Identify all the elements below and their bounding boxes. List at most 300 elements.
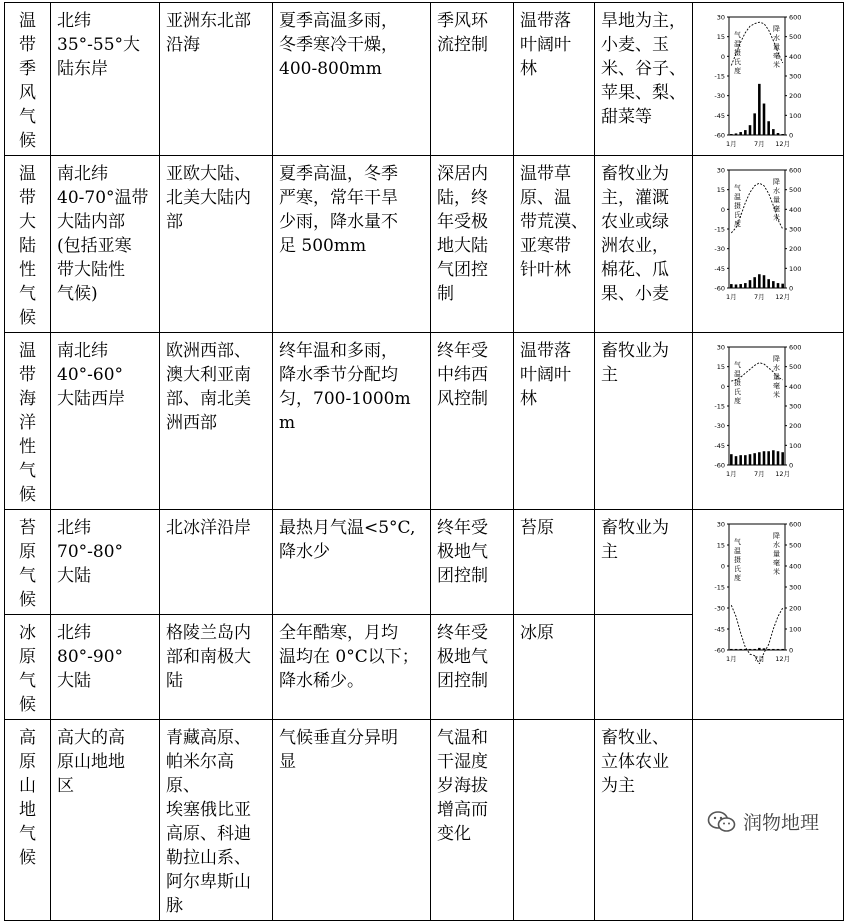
right-axis-label: 水 bbox=[773, 364, 780, 372]
precip-bar bbox=[730, 284, 733, 288]
precip-bar bbox=[763, 451, 766, 465]
distribution-cell bbox=[51, 615, 160, 720]
region-cell bbox=[160, 615, 273, 720]
right-tick-label: 100 bbox=[789, 264, 802, 273]
features-cell bbox=[273, 615, 431, 720]
vegetation-cell bbox=[514, 156, 595, 333]
cell-line: 团控制 bbox=[437, 566, 488, 586]
precip-bar bbox=[753, 453, 756, 465]
cell-line: 严寒，常年干旱 bbox=[279, 188, 398, 208]
cell-line: 冰原 bbox=[520, 623, 554, 643]
features-cell bbox=[273, 3, 431, 156]
x-tick-label: 7月 bbox=[754, 655, 765, 663]
name-char: 候 bbox=[19, 485, 36, 505]
cause-cell bbox=[431, 3, 514, 156]
right-tick-label: 200 bbox=[789, 92, 802, 101]
right-tick-label: 500 bbox=[789, 186, 802, 195]
right-axis-label: 毫 bbox=[773, 52, 780, 60]
cell-line: 足 500mm bbox=[279, 236, 367, 256]
watermark bbox=[707, 808, 819, 835]
left-tick-label: 30 bbox=[716, 520, 725, 529]
cell-line: 终年受 bbox=[437, 341, 488, 361]
left-axis-label: 温 bbox=[734, 193, 741, 201]
precip-bar bbox=[735, 649, 738, 650]
climate-name bbox=[5, 615, 51, 720]
name-char: 原 bbox=[19, 647, 36, 667]
cause-cell bbox=[431, 156, 514, 333]
name-char: 地 bbox=[19, 800, 36, 820]
region-cell bbox=[160, 510, 273, 615]
precip-bar bbox=[730, 649, 733, 650]
precip-bar bbox=[749, 125, 752, 135]
precip-bar bbox=[777, 649, 780, 650]
cell-line: 亚寒带 bbox=[520, 236, 571, 256]
precip-bar bbox=[772, 649, 775, 650]
cell-line: 苹果、梨、 bbox=[601, 83, 686, 103]
table-row bbox=[5, 333, 844, 510]
left-tick-label: -60 bbox=[714, 131, 725, 140]
cell-line: 年受极 bbox=[437, 212, 488, 232]
cell-line: 原、温 bbox=[520, 188, 571, 208]
cell-line: 格陵兰岛内 bbox=[166, 623, 251, 643]
right-tick-label: 600 bbox=[789, 166, 802, 175]
cell-line: 部、南北美 bbox=[166, 389, 251, 409]
right-tick-label: 600 bbox=[789, 343, 802, 352]
x-tick-label: 7月 bbox=[754, 140, 765, 148]
right-axis-label: 毫 bbox=[773, 382, 780, 390]
precip-bar bbox=[767, 649, 770, 650]
precip-bar bbox=[777, 451, 780, 465]
name-char: 风 bbox=[19, 83, 36, 103]
cell-line: 带大陆性 bbox=[57, 260, 125, 280]
left-axis-label: 气 bbox=[734, 184, 741, 192]
cell-line: 大陆西岸 bbox=[57, 389, 125, 409]
cell-line: 小麦、玉 bbox=[601, 35, 669, 55]
climate-name bbox=[5, 720, 51, 921]
climate-chart bbox=[699, 9, 811, 149]
precip-bar bbox=[781, 649, 784, 650]
cell-line: 温带草 bbox=[520, 164, 571, 184]
left-tick-label: -15 bbox=[714, 402, 725, 411]
cell-line: 40°-60° bbox=[57, 365, 124, 385]
cell-line: 北纬 bbox=[57, 623, 91, 643]
precip-bar bbox=[767, 121, 770, 135]
features-cell bbox=[273, 156, 431, 333]
region-cell bbox=[160, 3, 273, 156]
left-axis-label: 氏 bbox=[734, 58, 741, 66]
cell-line: 终年受 bbox=[437, 518, 488, 538]
left-axis-label: 气 bbox=[734, 538, 741, 546]
right-axis-label: 量 bbox=[773, 373, 780, 381]
precip-bar bbox=[781, 134, 784, 135]
agriculture-cell bbox=[595, 510, 693, 615]
cell-line: 400-800mm bbox=[279, 59, 382, 79]
table-row bbox=[5, 3, 844, 156]
vegetation-cell bbox=[514, 3, 595, 156]
cell-line: 南北纬 bbox=[57, 341, 108, 361]
right-axis-label: 水 bbox=[773, 187, 780, 195]
name-char: 候 bbox=[19, 695, 36, 715]
climate-name bbox=[5, 510, 51, 615]
right-tick-label: 300 bbox=[789, 583, 802, 592]
right-tick-label: 300 bbox=[789, 225, 802, 234]
cell-line: 欧洲西部、 bbox=[166, 341, 251, 361]
cell-line: 降水少 bbox=[279, 542, 330, 562]
precip-bar bbox=[777, 133, 780, 135]
vegetation-cell bbox=[514, 510, 595, 615]
cell-line: 果、小麦 bbox=[601, 284, 669, 304]
name-char: 气 bbox=[19, 284, 36, 304]
name-char: 候 bbox=[19, 131, 36, 151]
cell-line: 极地气 bbox=[437, 647, 488, 667]
right-tick-label: 0 bbox=[789, 284, 794, 293]
left-tick-label: -45 bbox=[714, 625, 725, 634]
cell-line: 叶阔叶 bbox=[520, 365, 571, 385]
cell-line: 制 bbox=[437, 284, 454, 304]
cell-line: 团控制 bbox=[437, 671, 488, 691]
left-tick-label: 15 bbox=[716, 186, 725, 195]
cell-line: 风控制 bbox=[437, 389, 488, 409]
right-tick-label: 0 bbox=[789, 131, 794, 140]
name-char: 原 bbox=[19, 752, 36, 772]
watermark-text: 润物地理 bbox=[743, 812, 820, 834]
vegetation-cell bbox=[514, 615, 595, 720]
left-tick-label: -60 bbox=[714, 646, 725, 655]
right-axis-label: 米 bbox=[773, 61, 780, 69]
cell-line: 帕米尔高原、 bbox=[166, 752, 234, 796]
right-axis-label: 量 bbox=[773, 550, 780, 558]
precip-bar bbox=[781, 452, 784, 465]
cell-line: 岁海拔 bbox=[437, 776, 488, 796]
cell-line: 带荒漠、 bbox=[520, 212, 588, 232]
right-axis-label: 毫 bbox=[773, 205, 780, 213]
name-char: 季 bbox=[19, 59, 36, 79]
cell-line: 原山地地 bbox=[57, 752, 125, 772]
name-char: 海 bbox=[19, 389, 36, 409]
cell-line: 埃塞俄比亚 bbox=[166, 800, 251, 820]
cell-line: 沿海 bbox=[166, 35, 200, 55]
name-char: 洋 bbox=[19, 413, 36, 433]
cell-line: 变化 bbox=[437, 824, 471, 844]
left-tick-label: -45 bbox=[714, 264, 725, 273]
cell-line: 大陆 bbox=[57, 566, 91, 586]
right-tick-label: 0 bbox=[789, 461, 794, 470]
cell-line: 林 bbox=[520, 59, 537, 79]
precip-bar bbox=[739, 455, 742, 465]
x-tick-label: 12月 bbox=[775, 140, 791, 148]
left-axis-label: 气 bbox=[734, 31, 741, 39]
left-tick-label: -45 bbox=[714, 111, 725, 120]
name-char: 候 bbox=[19, 308, 36, 328]
cell-line: 区 bbox=[57, 776, 74, 796]
right-axis-label: 毫 bbox=[773, 559, 780, 567]
x-tick-label: 12月 bbox=[775, 655, 791, 663]
left-axis-label: 氏 bbox=[734, 211, 741, 219]
left-tick-label: -60 bbox=[714, 461, 725, 470]
right-tick-label: 100 bbox=[789, 111, 802, 120]
precip-bar bbox=[735, 133, 738, 135]
climate-table bbox=[4, 2, 844, 921]
climate-chart bbox=[699, 516, 811, 664]
precip-bar bbox=[753, 113, 756, 135]
cell-line: 温带落 bbox=[520, 341, 571, 361]
cell-line: 高大的高 bbox=[57, 728, 125, 748]
cell-line: 匀，700-1000mm bbox=[279, 389, 411, 433]
left-tick-label: -30 bbox=[714, 92, 725, 101]
cell-line: 针叶林 bbox=[520, 260, 571, 280]
left-tick-label: 30 bbox=[716, 13, 725, 22]
precip-bar bbox=[749, 280, 752, 288]
name-char: 温 bbox=[19, 11, 36, 31]
left-tick-label: 30 bbox=[716, 166, 725, 175]
cell-line: 部 bbox=[166, 212, 183, 232]
cell-line: 畜牧业为 bbox=[601, 164, 669, 184]
x-tick-label: 12月 bbox=[775, 470, 791, 478]
region-cell bbox=[160, 156, 273, 333]
right-tick-label: 200 bbox=[789, 245, 802, 254]
precip-bar bbox=[730, 454, 733, 465]
precip-bar bbox=[758, 452, 761, 465]
right-tick-label: 300 bbox=[789, 402, 802, 411]
region-cell bbox=[160, 333, 273, 510]
name-char: 性 bbox=[19, 437, 36, 457]
distribution-cell bbox=[51, 510, 160, 615]
precip-bar bbox=[767, 279, 770, 288]
right-tick-label: 500 bbox=[789, 33, 802, 42]
vegetation-cell bbox=[514, 720, 595, 921]
left-axis-label: 度 bbox=[734, 220, 741, 228]
agriculture-cell bbox=[595, 720, 693, 921]
right-axis-label: 降 bbox=[773, 25, 780, 33]
cell-line: 全年酷寒，月均 bbox=[279, 623, 398, 643]
left-axis-label: 氏 bbox=[734, 388, 741, 396]
cell-line: 陆 bbox=[166, 671, 183, 691]
distribution-cell bbox=[51, 720, 160, 921]
precip-bar bbox=[753, 649, 756, 650]
cell-line: 增高而 bbox=[437, 800, 488, 820]
precip-bar bbox=[772, 450, 775, 465]
cell-line: 北纬 bbox=[57, 11, 91, 31]
cell-line: 南北纬 bbox=[57, 164, 108, 184]
cell-line: 陆东岸 bbox=[57, 59, 108, 79]
left-tick-label: -60 bbox=[714, 284, 725, 293]
name-char: 原 bbox=[19, 542, 36, 562]
left-tick-label: 0 bbox=[720, 562, 725, 571]
agriculture-cell bbox=[595, 3, 693, 156]
cell-line: 林 bbox=[520, 389, 537, 409]
cell-line: 气团控 bbox=[437, 260, 488, 280]
right-axis-label: 降 bbox=[773, 178, 780, 186]
left-axis-label: 度 bbox=[734, 397, 741, 405]
right-axis-label: 米 bbox=[773, 214, 780, 222]
table-row bbox=[5, 156, 844, 333]
cell-line: 终年受 bbox=[437, 623, 488, 643]
cell-line: 亚欧大陆、 bbox=[166, 164, 251, 184]
cell-line: 季风环 bbox=[437, 11, 488, 31]
precip-bar bbox=[744, 283, 747, 288]
cell-line: 畜牧业为 bbox=[601, 518, 669, 538]
right-axis-label: 降 bbox=[773, 355, 780, 363]
right-axis-label: 水 bbox=[773, 541, 780, 549]
left-axis-label: 温 bbox=[734, 40, 741, 48]
name-char: 陆 bbox=[19, 236, 36, 256]
cell-line: 北纬 bbox=[57, 518, 91, 538]
climate-chart-cell bbox=[693, 333, 844, 510]
cell-line: 棉花、瓜 bbox=[601, 260, 669, 280]
name-char: 温 bbox=[19, 341, 36, 361]
region-cell bbox=[160, 720, 273, 921]
climate-name bbox=[5, 3, 51, 156]
right-axis-label: 量 bbox=[773, 196, 780, 204]
cell-line: 35°-55°大 bbox=[57, 35, 141, 55]
right-tick-label: 0 bbox=[789, 646, 794, 655]
right-tick-label: 100 bbox=[789, 441, 802, 450]
left-tick-label: -30 bbox=[714, 422, 725, 431]
agriculture-cell bbox=[595, 615, 693, 720]
name-char: 气 bbox=[19, 107, 36, 127]
right-tick-label: 400 bbox=[789, 382, 802, 391]
climate-chart bbox=[699, 339, 811, 479]
name-char: 大 bbox=[19, 212, 36, 232]
precip-bar bbox=[739, 284, 742, 288]
cause-cell bbox=[431, 720, 514, 921]
precip-bar bbox=[777, 283, 780, 288]
cell-line: 温均在 0°C以下； bbox=[279, 647, 419, 667]
right-tick-label: 400 bbox=[789, 205, 802, 214]
name-char: 带 bbox=[19, 365, 36, 385]
cause-cell bbox=[431, 615, 514, 720]
cell-line: 气候垂直分异明 bbox=[279, 728, 398, 748]
left-tick-label: -15 bbox=[714, 583, 725, 592]
name-char: 气 bbox=[19, 566, 36, 586]
cell-line: 少雨，降水量不 bbox=[279, 212, 398, 232]
precip-bar bbox=[763, 275, 766, 288]
table-row bbox=[5, 510, 844, 615]
agriculture-cell bbox=[595, 333, 693, 510]
precip-bar bbox=[739, 132, 742, 135]
right-axis-label: 量 bbox=[773, 43, 780, 51]
cell-line: 农业或绿 bbox=[601, 212, 669, 232]
right-tick-label: 400 bbox=[789, 562, 802, 571]
precip-bar bbox=[749, 454, 752, 465]
climate-chart-cell bbox=[693, 510, 844, 720]
precip-bar bbox=[763, 104, 766, 135]
name-char: 带 bbox=[19, 188, 36, 208]
left-tick-label: 0 bbox=[720, 382, 725, 391]
precip-bar bbox=[753, 277, 756, 288]
name-char: 候 bbox=[19, 590, 36, 610]
cell-line: 洲西部 bbox=[166, 413, 217, 433]
name-char: 山 bbox=[19, 776, 36, 796]
right-tick-label: 100 bbox=[789, 625, 802, 634]
cell-line: 冬季寒冷干燥， bbox=[279, 35, 398, 55]
cause-cell bbox=[431, 510, 514, 615]
left-tick-label: -15 bbox=[714, 72, 725, 81]
right-tick-label: 500 bbox=[789, 541, 802, 550]
left-tick-label: 30 bbox=[716, 343, 725, 352]
x-tick-label: 12月 bbox=[775, 293, 791, 301]
name-char: 带 bbox=[19, 35, 36, 55]
cell-line: 洲农业， bbox=[601, 236, 669, 256]
distribution-cell bbox=[51, 333, 160, 510]
cell-line: 70°-80° bbox=[57, 542, 124, 562]
cell-line: 40-70°温带 bbox=[57, 188, 149, 208]
left-axis-label: 摄 bbox=[734, 556, 741, 564]
left-axis-label: 摄 bbox=[734, 379, 741, 387]
cell-line: 米、谷子、 bbox=[601, 59, 686, 79]
x-tick-label: 7月 bbox=[754, 293, 765, 301]
climate-chart bbox=[699, 162, 811, 302]
right-tick-label: 200 bbox=[789, 604, 802, 613]
cell-line: 畜牧业为 bbox=[601, 341, 669, 361]
name-char: 苔 bbox=[19, 518, 36, 538]
left-tick-label: 15 bbox=[716, 541, 725, 550]
cell-line: 阿尔卑斯山 bbox=[166, 872, 251, 892]
distribution-cell bbox=[51, 156, 160, 333]
left-tick-label: -30 bbox=[714, 245, 725, 254]
cell-line: 甜菜等 bbox=[601, 107, 652, 127]
left-axis-label: 氏 bbox=[734, 565, 741, 573]
cause-cell bbox=[431, 333, 514, 510]
cell-line: 终年温和多雨， bbox=[279, 341, 398, 361]
precip-bar bbox=[749, 649, 752, 650]
cell-line: 旱地为主， bbox=[601, 11, 686, 31]
cell-line: 温带落 bbox=[520, 11, 571, 31]
features-cell bbox=[273, 510, 431, 615]
name-char: 性 bbox=[19, 260, 36, 280]
cell-line: 显 bbox=[279, 752, 296, 772]
cell-line: 气温和 bbox=[437, 728, 488, 748]
cell-line: 降水季节分配均 bbox=[279, 365, 398, 385]
cell-line: 大陆内部 bbox=[57, 212, 125, 232]
cell-line: 叶阔叶 bbox=[520, 35, 571, 55]
cell-line: 北冰洋沿岸 bbox=[166, 518, 251, 538]
precip-bar bbox=[758, 84, 761, 135]
cell-line: 夏季高温多雨， bbox=[279, 11, 398, 31]
left-axis-label: 温 bbox=[734, 547, 741, 555]
cell-line: 深居内 bbox=[437, 164, 488, 184]
cell-line: 流控制 bbox=[437, 35, 488, 55]
precip-bar bbox=[735, 284, 738, 288]
x-tick-label: 1月 bbox=[726, 140, 737, 148]
cell-line: 立体农业 bbox=[601, 752, 669, 772]
name-char: 候 bbox=[19, 848, 36, 868]
climate-chart-cell bbox=[693, 3, 844, 156]
right-tick-label: 300 bbox=[789, 72, 802, 81]
cell-line: 苔原 bbox=[520, 518, 554, 538]
left-axis-label: 气 bbox=[734, 361, 741, 369]
name-char: 冰 bbox=[19, 623, 36, 643]
precip-bar bbox=[758, 274, 761, 288]
left-tick-label: 15 bbox=[716, 363, 725, 372]
left-axis-label: 摄 bbox=[734, 49, 741, 57]
cell-line: 夏季高温，冬季 bbox=[279, 164, 398, 184]
cell-line: 干湿度 bbox=[437, 752, 488, 772]
left-tick-label: 15 bbox=[716, 33, 725, 42]
left-axis-label: 温 bbox=[734, 370, 741, 378]
precip-bar bbox=[758, 648, 761, 650]
precip-bar bbox=[744, 130, 747, 135]
cell-line: 气候) bbox=[57, 284, 98, 304]
precip-bar bbox=[767, 451, 770, 465]
cell-line: 主，灌溉 bbox=[601, 188, 669, 208]
cell-line: 高原、科迪 bbox=[166, 824, 251, 844]
distribution-cell bbox=[51, 3, 160, 156]
cell-line: 大陆 bbox=[57, 671, 91, 691]
name-char: 气 bbox=[19, 671, 36, 691]
cell-line: 畜牧业、 bbox=[601, 728, 669, 748]
cell-line: 为主 bbox=[601, 776, 635, 796]
